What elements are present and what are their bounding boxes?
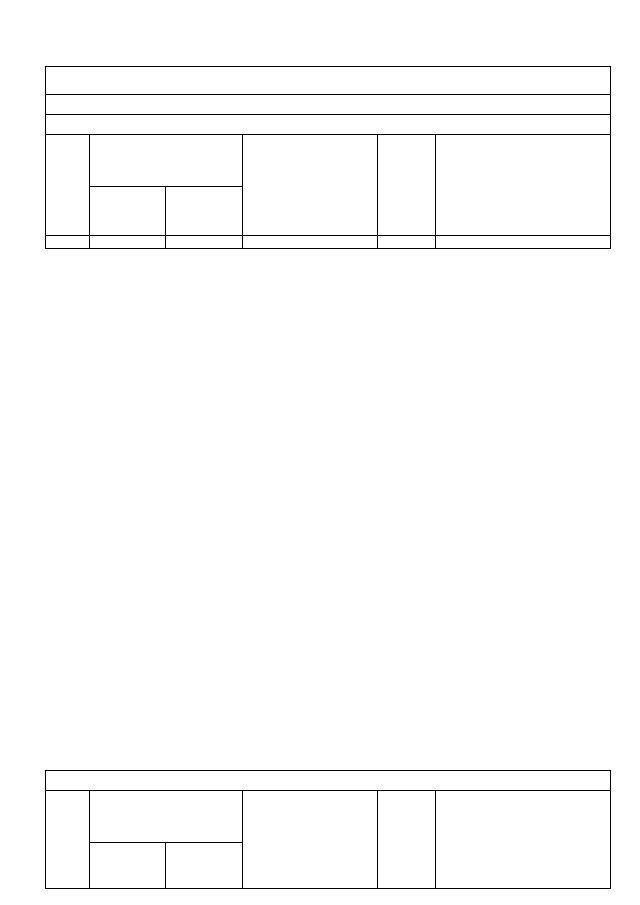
section2-label: [46, 115, 611, 135]
coord-system-row: [46, 95, 611, 115]
part-boundary-table: [45, 770, 611, 889]
column-number: [166, 236, 243, 249]
header-x: [90, 187, 166, 236]
header3-coords: [90, 791, 243, 843]
column-number: [90, 236, 166, 249]
header3-accuracy: [378, 791, 436, 889]
header3-y: [166, 843, 243, 889]
header-method: [243, 135, 378, 236]
section3-label: [46, 771, 611, 791]
header3-x: [90, 843, 166, 889]
header-y: [166, 187, 243, 236]
column-number: [436, 236, 611, 249]
header-description: [436, 135, 611, 236]
column-number: [378, 236, 436, 249]
column-number: [46, 236, 90, 249]
table-title: [46, 67, 611, 95]
header3-point-id: [46, 791, 90, 889]
header3-description: [436, 791, 611, 889]
header-accuracy: [378, 135, 436, 236]
column-number: [243, 236, 378, 249]
header-point-id: [46, 135, 90, 236]
header3-method: [243, 791, 378, 889]
boundary-table: [45, 66, 611, 249]
header-coords: [90, 135, 243, 187]
